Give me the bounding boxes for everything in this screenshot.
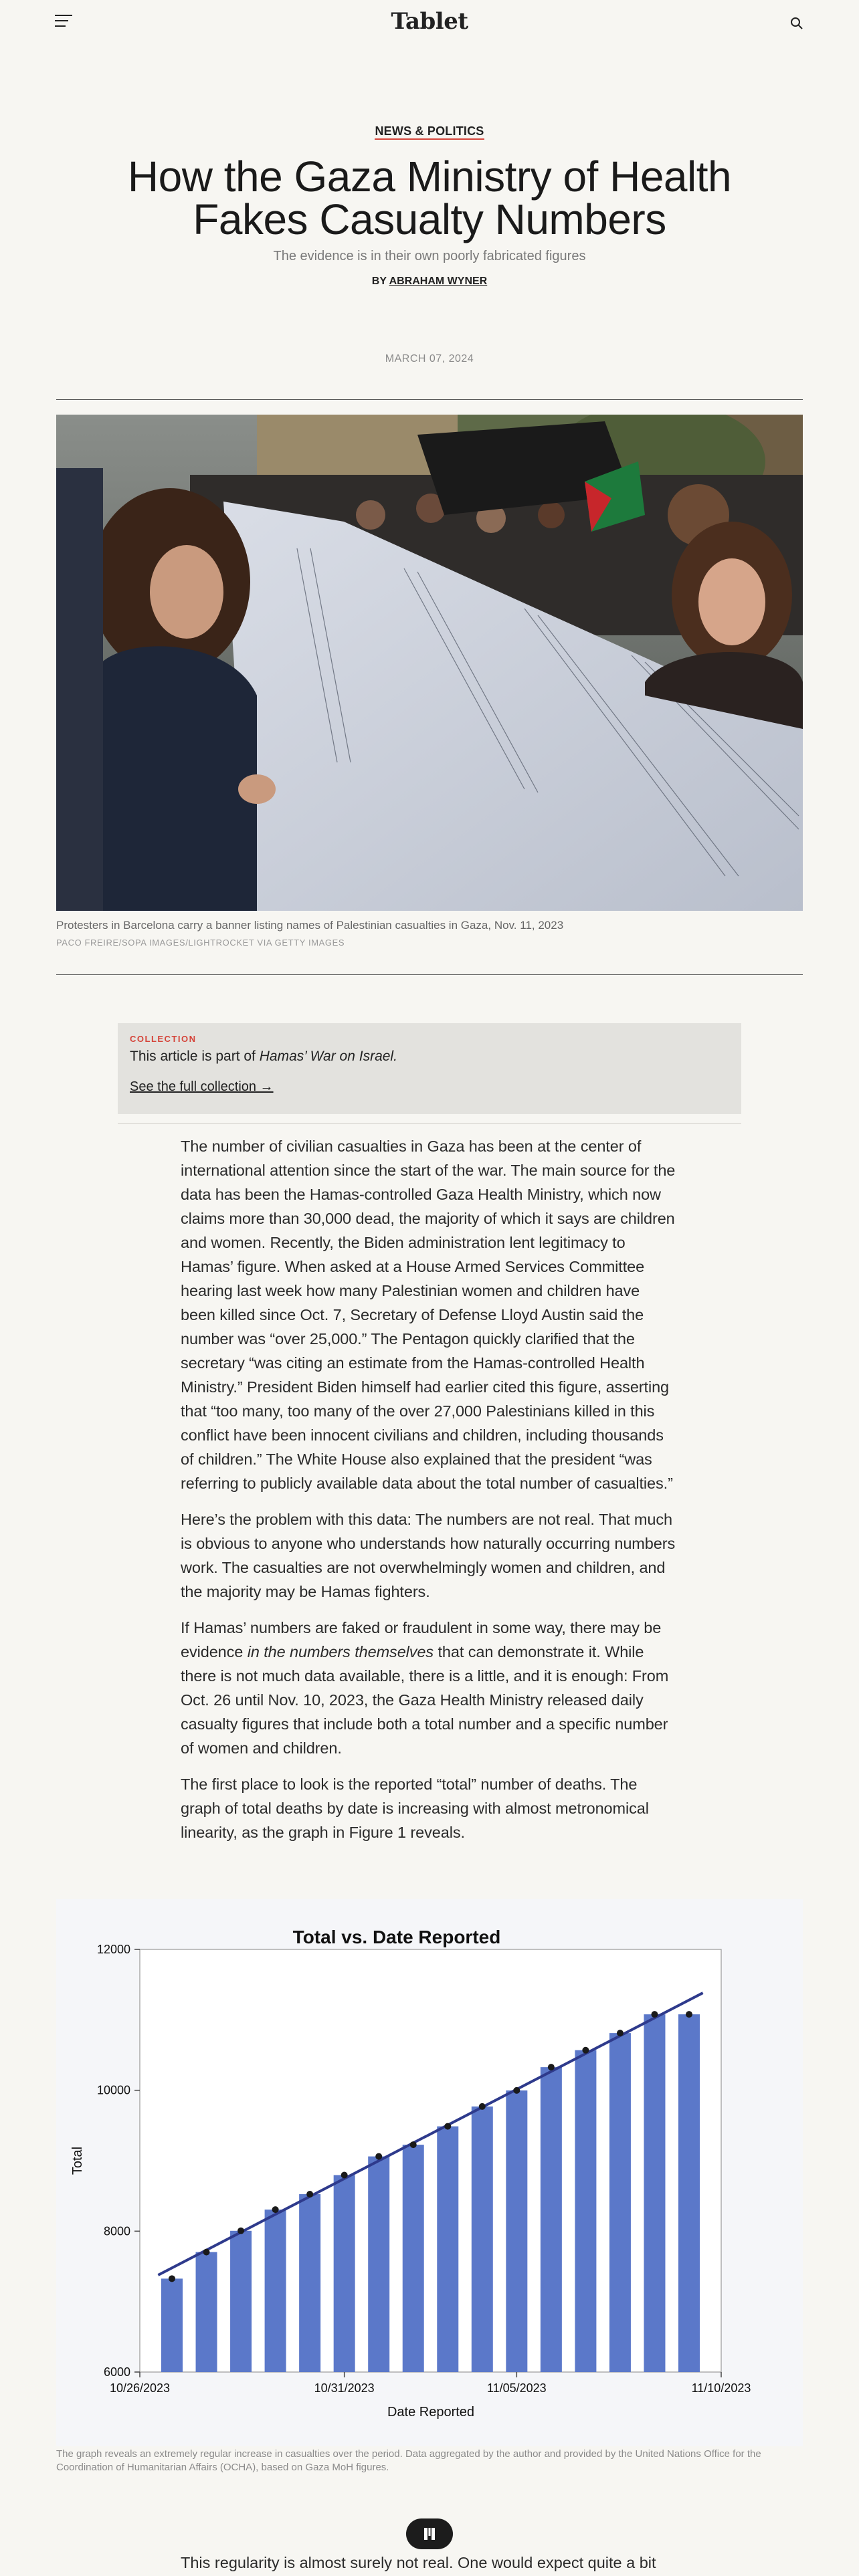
article-body xyxy=(181,1134,678,1856)
data-point xyxy=(548,2064,555,2070)
plot-area xyxy=(140,1949,721,2372)
chart-bar xyxy=(472,2107,493,2372)
data-point xyxy=(410,2141,417,2148)
section-link[interactable]: NEWS & POLITICS xyxy=(375,124,484,140)
chart-bar xyxy=(609,2033,631,2372)
chart-bar xyxy=(161,2278,183,2372)
y-tick-label: 6000 xyxy=(103,2365,130,2379)
divider xyxy=(118,1123,741,1124)
paragraph-text: If Hamas’ numbers are faked or fraudulent in some way, there may be evidence xyxy=(181,1619,662,1660)
collection-name: Hamas’ War on Israel. xyxy=(259,1049,397,1064)
y-tick-label: 12000 xyxy=(96,1943,130,1956)
byline xyxy=(0,276,859,288)
search-icon[interactable] xyxy=(789,16,804,31)
collection-prefix: This article is part of xyxy=(130,1049,256,1064)
chart-svg xyxy=(56,1899,803,2446)
data-point xyxy=(444,2123,451,2130)
x-tick-label: 10/31/2023 xyxy=(314,2381,375,2395)
paragraph: This regularity is almost surely not real. One would expect quite a bit xyxy=(181,2554,656,2571)
data-point xyxy=(513,2087,520,2094)
chart-bar xyxy=(644,2014,665,2372)
data-point xyxy=(237,2228,244,2234)
x-tick-label: 11/10/2023 xyxy=(691,2381,751,2395)
publish-date: MARCH 07, 2024 xyxy=(385,353,474,364)
collection-text xyxy=(130,1049,397,1065)
chart-bar xyxy=(334,2175,355,2372)
divider xyxy=(56,974,803,975)
hero-image xyxy=(56,415,803,911)
data-point xyxy=(272,2206,279,2213)
chart-bar xyxy=(299,2194,320,2372)
chart-bar xyxy=(265,2210,286,2372)
data-point xyxy=(306,2191,313,2197)
y-tick-label: 8000 xyxy=(103,2224,130,2238)
top-bar xyxy=(0,0,859,47)
divider xyxy=(56,399,803,400)
y-axis-label: Total xyxy=(70,2146,85,2175)
figure-caption: The graph reveals an extremely regular increase in casualties over the period. Data aggregated by the author and provided by the United Nations Office for the Coordination of Humanitarian Affairs (OCHA), based on Gaza MoH figures. xyxy=(56,2448,761,2473)
collection-label: COLLECTION xyxy=(130,1034,197,1044)
paragraph-text: that can demonstrate it. While there is not much data available, there is a little, and it is enough: From Oct. 26 until Nov. 10, 2023, the Gaza Health Ministry released daily casualty figures that include both a total number and a specific number of women and children. xyxy=(181,1643,669,1757)
y-tick-label: 10000 xyxy=(96,2083,130,2097)
x-axis-label: Date Reported xyxy=(387,2405,475,2420)
emphasis-text: in the numbers themselves xyxy=(247,1643,434,1660)
collection-box xyxy=(118,1023,741,1114)
chart-bar xyxy=(575,2050,596,2372)
chart-bar xyxy=(230,2231,252,2372)
chart-bar xyxy=(403,2145,424,2372)
data-point xyxy=(686,2011,692,2018)
x-tick-label: 10/26/2023 xyxy=(109,2381,171,2395)
see-collection-link[interactable]: See the full collection → xyxy=(130,1079,274,1094)
paragraph: The first place to look is the reported “total” number of deaths. The graph of total deaths by date is increasing with almost metronomical linearity, as the graph in Figure 1 reveals. xyxy=(181,1776,649,1841)
image-credit: PACO FREIRE/SOPA IMAGES/LIGHTROCKET VIA GETTY IMAGES xyxy=(56,938,345,948)
bookmark-button[interactable] xyxy=(406,2518,453,2549)
chart-bar xyxy=(678,2014,700,2372)
paragraph xyxy=(181,1616,678,1760)
data-point xyxy=(651,2011,658,2018)
chart-bar xyxy=(437,2127,458,2372)
data-point xyxy=(341,2171,348,2178)
data-point xyxy=(582,2047,589,2054)
data-point xyxy=(479,2103,486,2110)
article-title: How the Gaza Ministry of Health Fakes Casualty Numbers xyxy=(127,152,732,243)
site-logo[interactable]: Tablet xyxy=(391,8,468,35)
chart-bar xyxy=(541,2067,562,2372)
chart-bar xyxy=(506,2090,527,2372)
image-caption: Protesters in Barcelona carry a banner listing names of Palestinian casualties in Gaza, Nov. 11, 2023 xyxy=(56,919,564,932)
data-point xyxy=(375,2153,382,2160)
data-point xyxy=(617,2030,624,2036)
data-point xyxy=(203,2249,210,2256)
paragraph: Here’s the problem with this data: The numbers are not real. That much is obvious to anyone who understands how naturally occurring numbers work. The casualties are not overwhelmingly women and children, and the majority may be Hamas fighters. xyxy=(181,1511,676,1600)
article-dek: The evidence is in their own poorly fabricated figures xyxy=(273,249,586,263)
data-point xyxy=(169,2275,175,2282)
bookmark-icon xyxy=(406,2518,453,2549)
paragraph: The number of civilian casualties in Gaza has been at the center of international attention since the start of the war. The main source for the data has been the Hamas-controlled Gaza Health Ministry, which now claims more than 30,000 dead, the majority of which it says are children and women. Recently, the Biden administration lent legitimacy to Hamas’ figure. When asked at a House Armed Services Committee hearing last week how many Palestinian women and children have been killed since Oct. 7, Secretary of Defense Lloyd Austin said the number was “over 25,000.” The Pentagon quickly clarified that the secretary “was citing an estimate from the Hamas-controlled Health Ministry.” President Biden himself had earlier cited this figure, asserting that “too many, too many of the over 27,000 Palestinians killed in this conflict have been innocent civilians and children, including thousands of children.” The White House also explained that the president “was referring to publicly available data about the total number of casualties.” xyxy=(181,1138,676,1492)
figure-chart xyxy=(56,1899,803,2446)
x-tick-label: 11/05/2023 xyxy=(486,2381,547,2395)
chart-bar xyxy=(196,2252,217,2372)
chart-bar xyxy=(368,2157,389,2372)
byline-prefix: BY xyxy=(371,276,387,287)
chart-title: Total vs. Date Reported xyxy=(292,1927,501,1947)
author-link[interactable]: ABRAHAM WYNER xyxy=(389,276,488,287)
section-kicker xyxy=(0,124,859,138)
